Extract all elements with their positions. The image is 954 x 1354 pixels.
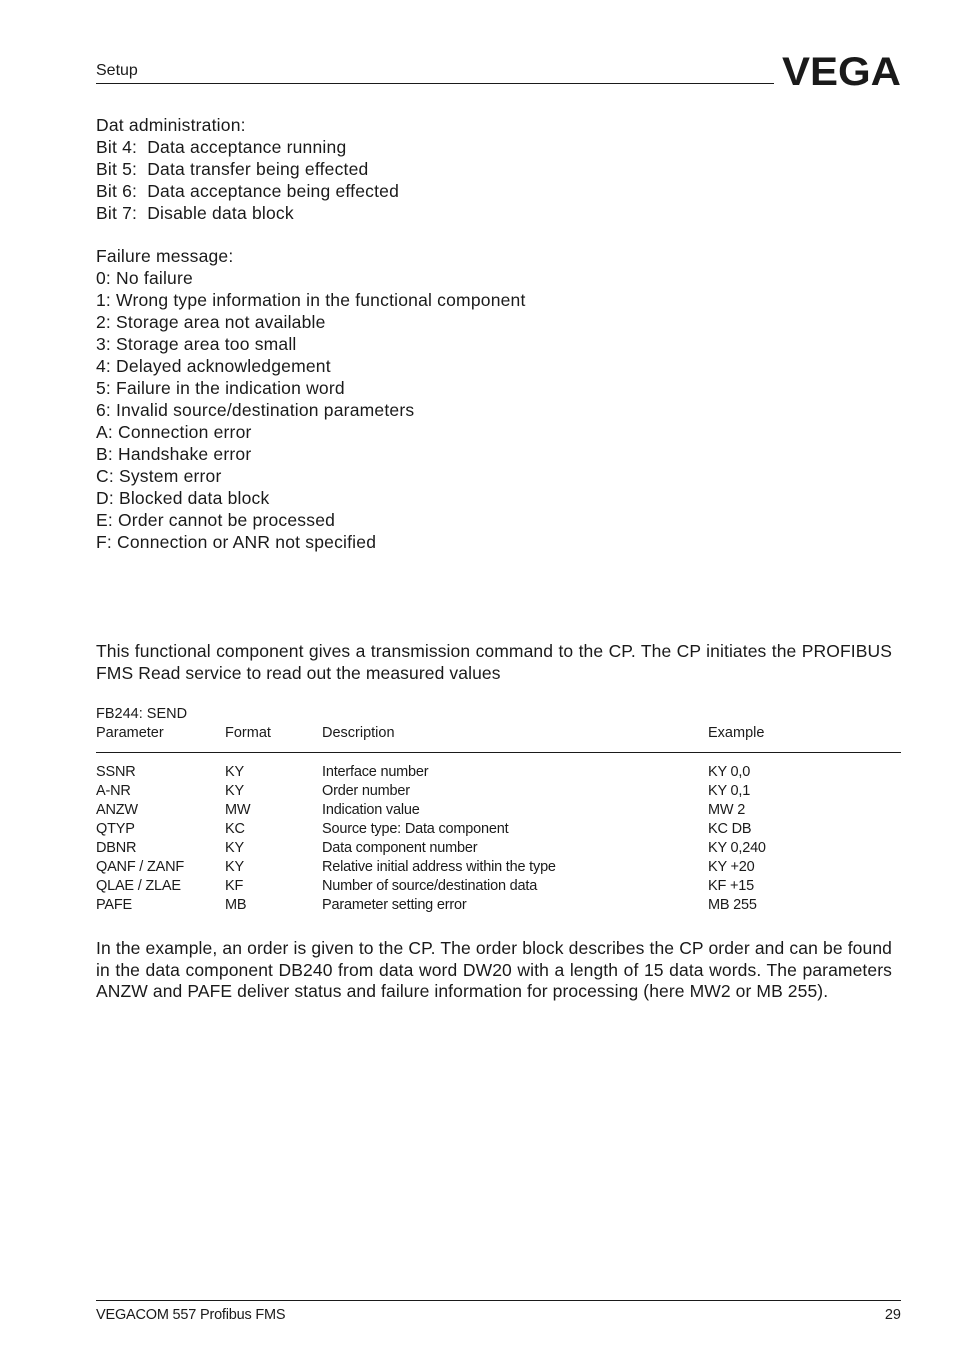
dat-admin-heading: Dat administration:: [96, 115, 246, 135]
table-row: [0, 840, 954, 859]
vega-logo-text: VEGA: [782, 52, 901, 88]
failure-item: A: Connection error: [96, 422, 252, 442]
failure-item: B: Handshake error: [96, 444, 252, 464]
cell-parameter: SSNR: [96, 764, 136, 780]
cell-example: KF +15: [708, 878, 754, 894]
cell-parameter: PAFE: [96, 897, 132, 913]
column-header-example: Example: [708, 725, 765, 741]
failure-item: D: Blocked data block: [96, 488, 270, 508]
cell-parameter: A-NR: [96, 783, 131, 799]
cell-format: KC: [225, 821, 245, 837]
column-header-format: Format: [225, 725, 271, 741]
dat-admin-item: Bit 7: Disable data block: [96, 203, 294, 223]
cell-example: KY 0,0: [708, 764, 751, 780]
cell-parameter: QTYP: [96, 821, 135, 837]
cell-example: KY 0,240: [708, 840, 766, 856]
cell-description: Parameter setting error: [322, 897, 467, 913]
table-row: [0, 764, 954, 783]
cell-description: Number of source/destination data: [322, 878, 538, 894]
cell-format: KY: [225, 840, 244, 856]
intro-paragraph: This functional component gives a transmission command to the CP. The CP initiates the PROFIBUS FMS Read service to read out the measured values: [96, 641, 892, 683]
failure-item: C: System error: [96, 466, 222, 486]
table-row: [0, 821, 954, 840]
page-number: 29: [884, 1307, 901, 1323]
header-rule: [96, 83, 774, 84]
failure-item: 5: Failure in the indication word: [96, 378, 345, 398]
cell-example: MW 2: [708, 802, 746, 818]
cell-format: KY: [225, 764, 244, 780]
failure-item: 3: Storage area too small: [96, 334, 297, 354]
cell-format: KY: [225, 859, 244, 875]
failure-message-list: [96, 245, 526, 553]
table-row: [0, 878, 954, 897]
dat-admin-item: Bit 5: Data transfer being effected: [96, 159, 369, 179]
failure-item: E: Order cannot be processed: [96, 510, 336, 530]
cell-format: KY: [225, 783, 244, 799]
failure-item: 0: No failure: [96, 268, 193, 288]
dat-administration-list: [96, 114, 399, 224]
page-header-section: Setup: [96, 62, 138, 79]
footer-document-name: VEGACOM 557 Profibus FMS: [96, 1307, 286, 1323]
cell-format: MW: [225, 802, 251, 818]
failure-item: 4: Delayed acknowledgement: [96, 356, 331, 376]
cell-format: KF: [225, 878, 244, 894]
table-row: [0, 783, 954, 802]
cell-description: Indication value: [322, 802, 420, 818]
footer-rule: [96, 1300, 901, 1301]
cell-parameter: DBNR: [96, 840, 137, 856]
cell-parameter: ANZW: [96, 802, 138, 818]
column-header-parameter: Parameter: [96, 725, 164, 741]
table-row: [0, 859, 954, 878]
cell-example: KC DB: [708, 821, 752, 837]
cell-format: MB: [225, 897, 247, 913]
vega-logo: [782, 52, 902, 88]
failure-item: F: Connection or ANR not specified: [96, 532, 377, 552]
cell-parameter: QLAE / ZLAE: [96, 878, 181, 894]
cell-description: Relative initial address within the type: [322, 859, 556, 875]
failure-item: 1: Wrong type information in the functional component: [96, 290, 526, 310]
cell-example: KY +20: [708, 859, 755, 875]
dat-admin-item: Bit 6: Data acceptance being effected: [96, 181, 400, 201]
cell-description: Source type: Data component: [322, 821, 509, 837]
cell-description: Order number: [322, 783, 410, 799]
cell-example: MB 255: [708, 897, 757, 913]
example-paragraph: In the example, an order is given to the CP. The order block describes the CP order and can be found in the data component DB240 from data word DW20 with a length of 15 data words. The parameters ANZW and PAFE deliver status and failure information for processing (here MW2 or MB 255).: [96, 938, 892, 1001]
table-row: [0, 897, 954, 916]
cell-description: Interface number: [322, 764, 429, 780]
failure-heading: Failure message:: [96, 246, 234, 266]
column-header-description: Description: [322, 725, 395, 741]
failure-item: 6: Invalid source/destination parameters: [96, 400, 415, 420]
failure-item: 2: Storage area not available: [96, 312, 326, 332]
table-row: [0, 802, 954, 821]
cell-description: Data component number: [322, 840, 478, 856]
cell-parameter: QANF / ZANF: [96, 859, 185, 875]
table-title: FB244: SEND: [96, 706, 188, 722]
cell-example: KY 0,1: [708, 783, 751, 799]
table-header-rule: [96, 752, 901, 753]
dat-admin-item: Bit 4: Data acceptance running: [96, 137, 347, 157]
